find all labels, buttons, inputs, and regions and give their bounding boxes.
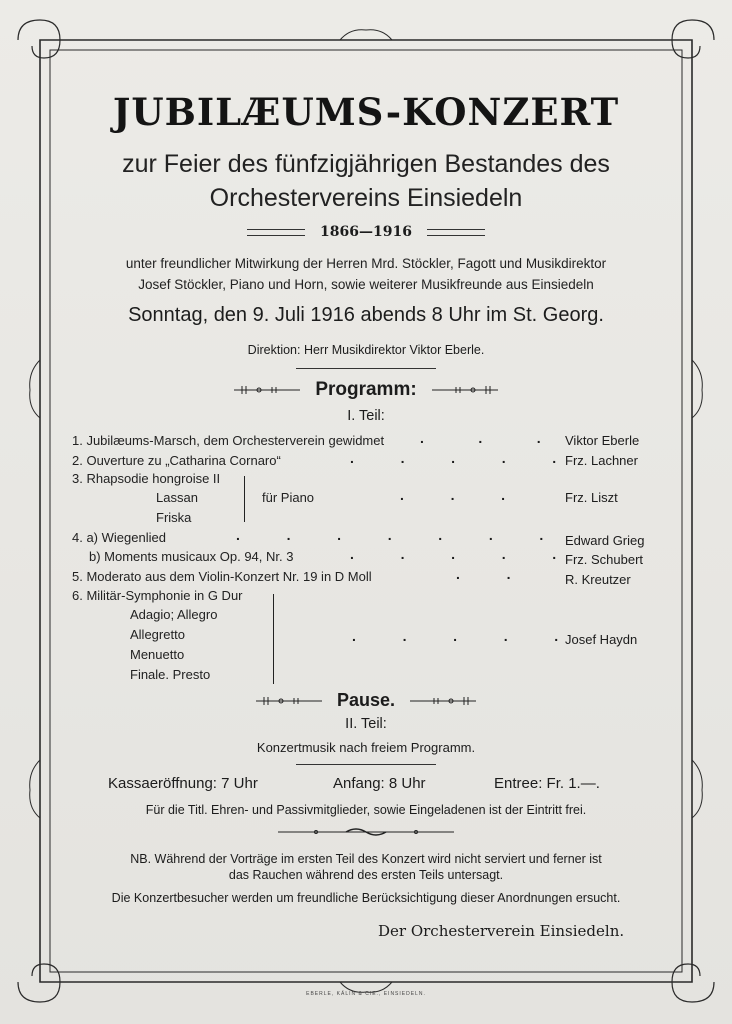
composer-5: R. Kreutzer — [565, 572, 631, 587]
composer-3: Frz. Liszt — [565, 490, 618, 505]
program-item-3-note: für Piano — [262, 490, 315, 505]
divider-rule — [296, 368, 436, 369]
brace-line — [273, 594, 274, 684]
program-subitem: Adagio; Allegro — [130, 607, 218, 622]
signature-line: Der Orchesterverein Einsiedeln. — [378, 922, 625, 940]
composer-2: Frz. Lachner — [565, 453, 638, 468]
request-line: Die Konzertbesucher werden um freundliche Berücksichtigung dieser Anordnungen ersucht. — [111, 891, 621, 905]
ornament-left-icon — [232, 385, 302, 395]
leader-dots: . . . . . — [350, 546, 557, 562]
program-item-5: 5. Moderato aus dem Violin-Konzert Nr. 19 in D Moll — [72, 569, 372, 584]
part-2-label: II. Teil: — [345, 716, 387, 732]
program-subitem: Friska — [156, 510, 192, 525]
ornament-right-icon — [430, 385, 500, 395]
cooperation-line-2: Josef Stöckler, Piano und Horn, sowie weiterer Musikfreunde aus Einsiedeln — [138, 277, 594, 292]
part-1-label: I. Teil: — [347, 408, 385, 424]
divider-rule — [296, 764, 436, 765]
leader-dots: . . . — [400, 487, 506, 503]
program-subitem: Allegretto — [130, 627, 185, 642]
entree-info: Entree: Fr. 1.—. — [494, 775, 600, 792]
ornamental-divider — [276, 826, 456, 838]
anfang-info: Anfang: 8 Uhr — [333, 775, 426, 792]
leader-dots: . . . — [420, 430, 541, 446]
double-rule-right — [427, 229, 485, 236]
pause-label: Pause. — [336, 690, 396, 710]
program-item-4a: 4. a) Wiegenlied — [72, 530, 166, 545]
program-item-4b: b) Moments musicaux Op. 94, Nr. 3 — [89, 549, 294, 564]
program-item-6: 6. Militär-Symphonie in G Dur — [72, 588, 243, 603]
programm-heading-row — [0, 379, 732, 401]
program-subitem: Lassan — [156, 490, 198, 505]
program-subitem: Finale. Presto — [130, 667, 211, 682]
program-item-2: 2. Ouverture zu „Catharina Cornaro“ — [72, 453, 281, 468]
part-2-text: Konzertmusik nach freiem Programm. — [256, 740, 476, 755]
kasse-info: Kassaeröffnung: 7 Uhr — [108, 775, 258, 792]
composer-4a: Edward Grieg — [565, 533, 645, 548]
composer-1: Viktor Eberle — [565, 433, 640, 448]
nb-line-1: NB. Während der Vorträge im ersten Teil des Konzert wird nicht serviert und ferner ist — [130, 852, 602, 866]
brace-line — [244, 476, 245, 522]
concert-title: JUBILÆUMS-KONZERT — [112, 90, 620, 134]
ornament-right-icon — [408, 696, 478, 706]
program-item-3: 3. Rhapsodie hongroise II — [72, 471, 221, 486]
years-label: 1866—1916 — [320, 224, 412, 240]
pause-row — [0, 690, 732, 711]
nb-line-2: das Rauchen während des ersten Teils untersagt. — [228, 868, 504, 882]
composer-4b: Frz. Schubert — [565, 552, 644, 567]
subtitle-line-1: zur Feier des fünfzigjährigen Bestandes des — [122, 150, 610, 178]
program-subitem: Menuetto — [130, 647, 185, 662]
double-rule-left — [247, 229, 305, 236]
direktion-line: Direktion: Herr Musikdirektor Viktor Eberle. — [247, 343, 485, 357]
ornament-left-icon — [254, 696, 324, 706]
leader-dots: . . . . . . . — [236, 527, 544, 543]
cooperation-line-1: unter freundlicher Mitwirkung der Herren Mrd. Stöckler, Fagott und Musikdirektor — [125, 256, 607, 271]
composer-6: Josef Haydn — [565, 632, 638, 647]
date-line: Sonntag, den 9. Juli 1916 abends 8 Uhr im St. Georg. — [128, 304, 604, 326]
subtitle-line-2: Orchestervereins Einsiedeln — [209, 184, 523, 212]
program-item-1: 1. Jubilæums-Marsch, dem Orchesterverein gewidmet — [72, 433, 385, 448]
leader-dots: . . — [456, 566, 511, 582]
leader-dots: . . . . . — [350, 450, 557, 466]
years-row — [0, 224, 732, 240]
leader-dots: . . . . . — [352, 628, 559, 644]
free-entry-note: Für die Titl. Ehren- und Passivmitglieder, sowie Eingeladenen ist der Eintritt frei. — [145, 803, 587, 817]
printer-imprint: EBERLE, KÄLIN & CIE., EINSIEDELN. — [306, 991, 426, 997]
programm-heading: Programm: — [315, 379, 417, 400]
